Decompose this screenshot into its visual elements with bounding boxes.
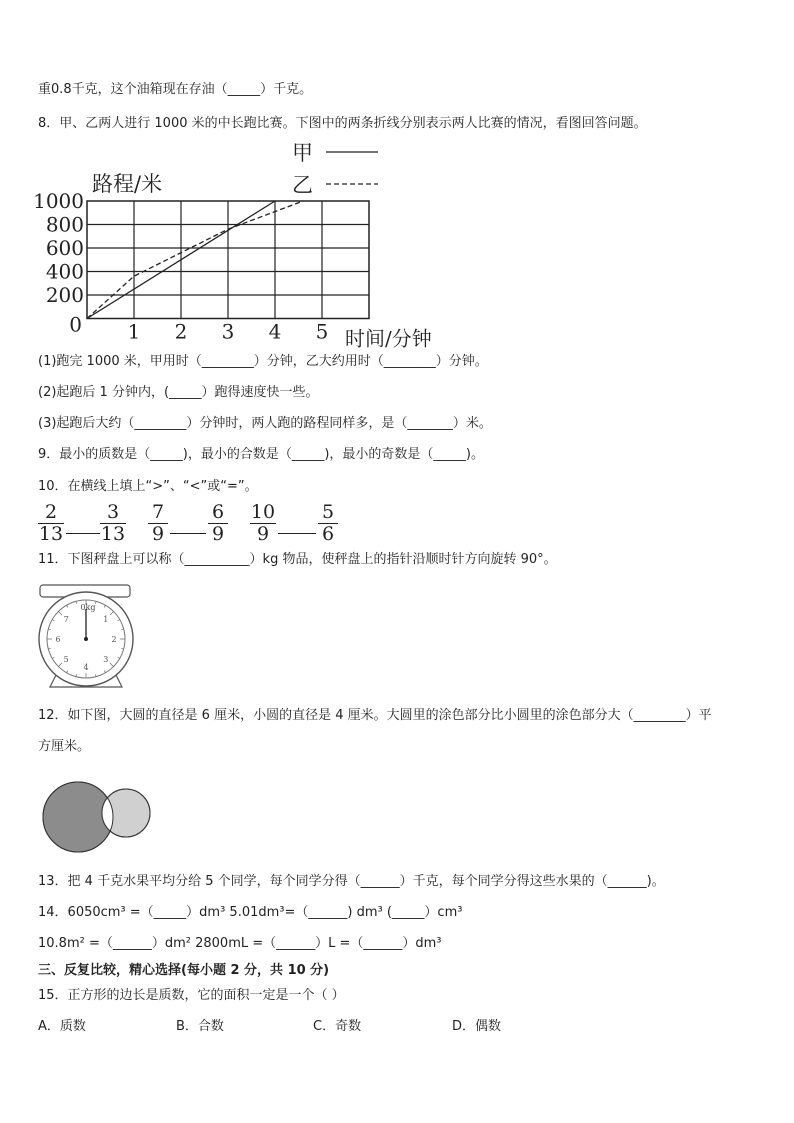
y-axis-label: 路程/米	[92, 172, 163, 196]
x-tick-label: 1	[127, 319, 141, 344]
question-15: 15．正方形的边长是质数，它的面积一定是一个（ ）	[38, 988, 345, 1003]
dial-number: 6	[55, 635, 61, 644]
x-tick-label: 4	[268, 319, 282, 344]
fraction-3: 7 9	[148, 503, 168, 544]
fill-line-1[interactable]	[66, 533, 100, 534]
question-12-line-2: 方厘米。	[38, 739, 91, 754]
fraction-4: 6 9	[208, 503, 228, 544]
question-14-line-2: 10.8m² =（______）dm² 2800mL =（______）L =（______）dm³	[38, 936, 442, 951]
scale-zero-label: 0kg	[80, 603, 96, 612]
x-tick-label: 5	[315, 319, 329, 344]
question-8-2: (2)起跑后 1 分钟内，(_____）跑得速度快一些。	[38, 385, 319, 400]
section-3-heading: 三、反复比较，精心选择(每小题 2 分，共 10 分)	[38, 963, 330, 978]
fraction-2: 3 13	[100, 501, 126, 545]
question-11: 11．下图秤盘上可以称（__________）kg 物品，使秤盘上的指针沿顺时针方向旋转 90°。	[38, 552, 557, 567]
fill-line-2[interactable]	[170, 533, 206, 534]
scale-pivot	[84, 637, 88, 641]
kitchen-scale-figure	[36, 583, 136, 695]
option-b[interactable]: B．合数	[176, 1019, 224, 1034]
race-line-chart	[30, 135, 450, 350]
x-axis-label: 时间/分钟	[345, 326, 432, 350]
dial-number: 2	[111, 635, 117, 644]
dial-number: 3	[103, 654, 109, 664]
question-8-1: (1)跑完 1000 米，甲用时（________）分钟，乙大约用时（________）分钟。	[38, 354, 488, 369]
question-14-line-1: 14．6050cm³ =（_____）dm³ 5.01dm³=（______) dm³ (_____）cm³	[38, 905, 463, 920]
y-tick-label: 400	[45, 259, 84, 284]
option-c[interactable]: C．奇数	[313, 1019, 362, 1034]
option-d[interactable]: D．偶数	[452, 1019, 502, 1034]
question-13: 13．把 4 千克水果平均分给 5 个同学，每个同学分得（______）千克，每个同学分得这些水果的（______)。	[38, 874, 665, 889]
dial-number: 4	[83, 663, 89, 672]
option-a[interactable]: A．质数	[38, 1019, 86, 1034]
y-tick-label: 0	[69, 312, 82, 337]
question-8: 8．甲、乙两人进行 1000 米的中长跑比赛。下图中的两条折线分别表示两人比赛的情况，看图回答问题。	[38, 116, 647, 131]
fraction-5: 10 9	[250, 501, 276, 545]
x-tick-label: 3	[221, 319, 235, 344]
fraction-1: 2 13	[38, 501, 64, 545]
series-line-2	[87, 201, 303, 319]
question-10: 10．在横线上填上“>”、“<”或“=”。	[38, 479, 258, 494]
question-8-3: (3)起跑后大约（________）分钟时，两人跑的路程同样多，是（_______）米。	[38, 416, 492, 431]
y-tick-label: 800	[45, 212, 84, 237]
question-12-line-1: 12．如下图，大圆的直径是 6 厘米，小圆的直径是 4 厘米。大圆里的涂色部分比小圆里的涂色部分大（________）平	[38, 708, 712, 723]
y-tick-label: 200	[45, 283, 84, 307]
y-tick-label: 600	[45, 236, 84, 260]
line-continued: 重0.8千克，这个油箱现在存油（_____）千克。	[38, 82, 313, 97]
question-9: 9．最小的质数是（_____)，最小的合数是（_____)，最小的奇数是（_____)。	[38, 447, 484, 462]
dial-number: 5	[63, 654, 69, 664]
legend-label-1: 甲	[292, 141, 313, 165]
dial-number: 7	[63, 615, 69, 625]
fraction-6: 5 6	[318, 503, 338, 544]
fill-line-3[interactable]	[278, 533, 316, 534]
legend-label-2: 乙	[292, 173, 313, 197]
overlapping-circles-figure	[40, 780, 155, 854]
dial-number: 1	[103, 615, 109, 625]
x-tick-label: 2	[174, 319, 188, 344]
y-tick-label: 1000	[33, 189, 84, 213]
